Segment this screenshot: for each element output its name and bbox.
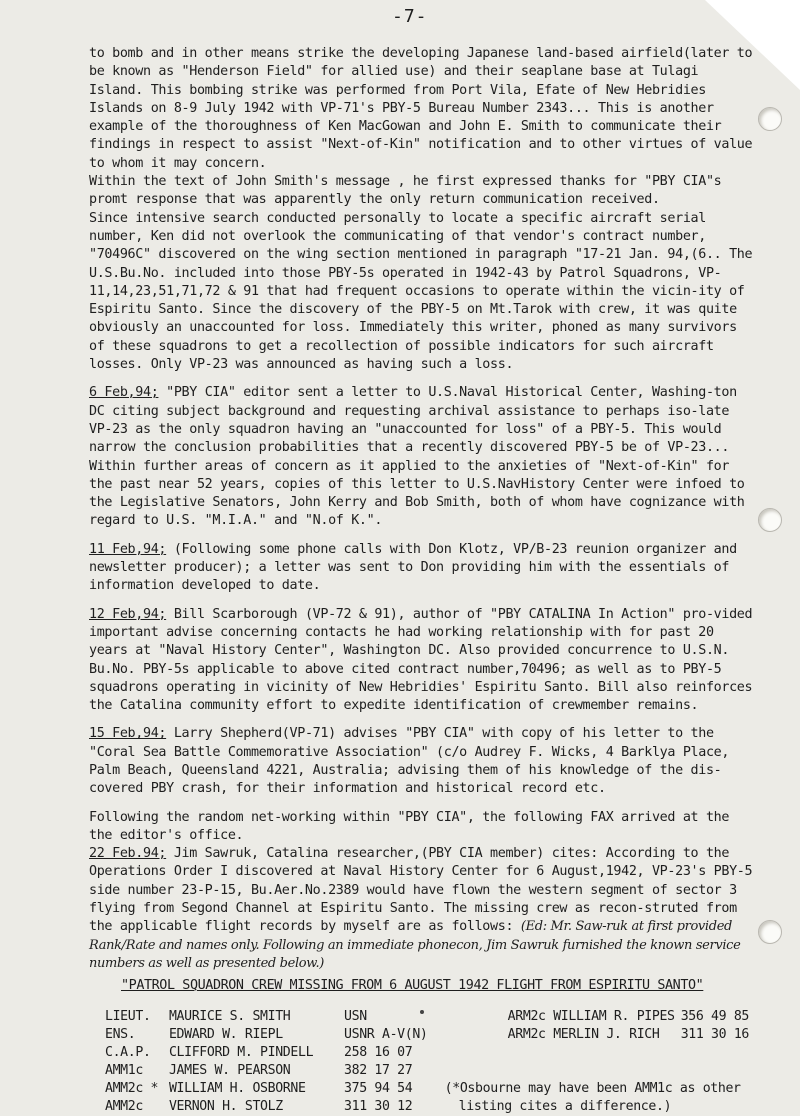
crew-cell <box>445 1062 508 1080</box>
entry-11-feb <box>89 541 755 596</box>
entry-text: Jim Sawruk, Catalina researcher,(PBY CIA member) cites: According to the Operations Order I discovered at Naval History Center for 6 August,1942, VP-23's PBY-5 side number 23-P-15, Bu.Aer.No.2389 would have flown the western segment of sector 3 flying from Segond Channel at Espiritu Santo. The missing crew as recon-struted from the applicable flight records by myself are as follows: <box>89 846 753 935</box>
crew-cell: 382 17 27 <box>344 1062 413 1078</box>
crew-cell: MAURICE S. SMITH <box>168 1008 291 1024</box>
crew-cell: AMM1c <box>105 1062 143 1078</box>
entry-text: (Following some phone calls with Don Klotz, VP/B-23 reunion organizer and newsletter producer); a letter was sent to Don providing him with the essentials of information developed to date. <box>89 541 737 594</box>
binder-hole-top <box>758 107 782 131</box>
crew-row <box>105 1062 755 1080</box>
crew-cell: EDWARD W. RIEPL <box>168 1026 283 1042</box>
crew-cell <box>445 1008 508 1026</box>
crew-cell: 311 30 16 <box>680 1026 749 1042</box>
body-text <box>89 45 755 1116</box>
page-number: -7- <box>392 6 428 27</box>
editor-note: (Ed: Mr. Saw-ruk at first provided Rank/Rate and names only. Following an immediate phonecon, Jim Sawruk furnished the known service numbers as well as presented below.) <box>89 919 741 971</box>
crew-cell <box>681 1044 755 1062</box>
stray-mark <box>420 1010 424 1014</box>
crew-cell: VERNON H. STOLZ <box>168 1098 283 1114</box>
entry-date: 15 Feb,94; <box>89 726 167 742</box>
entry-date: 11 Feb,94; <box>89 541 167 557</box>
crew-cell: C.A.P. <box>105 1044 151 1060</box>
crew-cell: 375 94 54 <box>344 1080 413 1096</box>
crew-cell: CLIFFORD M. PINDELL <box>168 1044 314 1060</box>
crew-cell: USNR A-V(N) <box>344 1026 428 1042</box>
crew-note: listing cites a difference.) <box>458 1098 672 1114</box>
crew-row <box>105 1026 755 1044</box>
crew-list-title: "PATROL SQUADRON CREW MISSING FROM 6 AUGUST 1942 FLIGHT FROM ESPIRITU SANTO" <box>121 978 704 994</box>
crew-cell: AMM2c * <box>105 1080 159 1096</box>
paragraph: Since intensive search conducted personally to locate a specific aircraft serial number, Ken did not overlook the communicating of that vendor's contract number, "70496C" discovered on the wing section mentioned in paragraph "17-21 Jan. 94,(6.. The U.S.Bu.No. included into those PBY-5s operated in 1942-43 by Patrol Squadrons, VP-11,14,23,51,71,72 & 91 that had frequent occasions to operate within the vicin-ity of Espiritu Santo. Since the discovery of the PBY-5 on Mt.Tarok with crew, it was quite obviously an unaccounted for loss. Immediately this writer, phoned as many survivors of these squadrons to get a recollection of possible indicators for such aircraft losses. Only VP-23 was announced as having such a loss. <box>89 210 753 373</box>
crew-cell: ARM2c WILLIAM R. PIPES <box>507 1008 675 1024</box>
entry-text: "PBY CIA" editor sent a letter to U.S.Naval Historical Center, Washing-ton DC citing subject background and requesting archival assistance to perhaps iso-late VP-23 as the only squadron having an "unaccounted for loss" of a PBY-5. This would narrow the conclusion probabilities that a recently discovered PBY-5 be of VP-23... Within further areas of concern as it applied to the anxieties of "Next-of-Kin" for the past near 52 years, copies of this letter to U.S.NavHistory Center were infoed to the Legislative Senators, John Kerry and Bob Smith, both of whom have cognizance with regard to U.S. "M.I.A." and "N.of K.". <box>89 385 745 529</box>
crew-cell: WILLIAM H. OSBORNE <box>168 1080 306 1096</box>
entry-15-feb <box>89 725 755 798</box>
crew-row <box>105 1098 755 1116</box>
crew-note: (*Osbourne may have been AMM1c as other <box>444 1080 741 1096</box>
entry-date: 22 Feb.94; <box>89 846 167 862</box>
crew-table <box>105 1008 755 1116</box>
crew-cell <box>445 1026 508 1044</box>
crew-cell: 356 49 85 <box>680 1008 749 1024</box>
crew-cell: JAMES W. PEARSON <box>168 1062 291 1078</box>
entry-text: Bill Scarborough (VP-72 & 91), author of "PBY CATALINA In Action" pro-vided important advise concerning contacts he had working relationship with for past 20 years at "Naval History Center", Washington DC. Also provided concurrence to U.S.N. Bu.No. PBY-5s applicable to above cited contract number,70496; as well as to PBY-5 squadrons operating in vicinity of New Hebridies' Espiritu Santo. Bill also reinforces the Catalina community effort to expedite identification of crewmember remains. <box>89 606 753 714</box>
crew-cell <box>681 1062 755 1080</box>
crew-cell: 311 30 12 <box>344 1098 413 1114</box>
crew-cell: LIEUT. <box>105 1008 151 1024</box>
crew-cell: USN <box>344 1008 367 1024</box>
crew-cell <box>508 1062 681 1080</box>
crew-cell: 258 16 07 <box>344 1044 413 1060</box>
paragraph: Following the random net-working within "PBY CIA", the following FAX arrived at the the editor's office. <box>89 809 730 843</box>
entry-6-feb <box>89 384 755 530</box>
crew-row <box>105 1044 755 1062</box>
entry-22-feb <box>89 845 755 973</box>
paragraph: to bomb and in other means strike the developing Japanese land-based airfield(later to be known as "Henderson Field" for allied use) and their seaplane base at Tulagi Island. This bombing strike was performed from Port Vila, Efate of New Hebridies Islands on 8-9 July 1942 with VP-71's PBY-5 Bureau Number 2343... This is another example of the thoroughness of Ken MacGowan and John E. Smith to communicate their findings in respect to assist "Next-of-Kin" notification and to other virtues of value to whom it may concern. <box>89 46 753 171</box>
paragraph: Within the text of John Smith's message , he first expressed thanks for "PBY CIA"s promt response that was apparently the only return communication received. <box>89 174 722 208</box>
entry-12-feb <box>89 606 755 716</box>
crew-cell: AMM2c <box>105 1098 143 1114</box>
crew-cell <box>445 1044 508 1062</box>
crew-cell: ARM2c MERLIN J. RICH <box>507 1026 660 1042</box>
binder-hole-middle <box>758 508 782 532</box>
entry-date: 6 Feb,94; <box>89 385 159 401</box>
crew-cell: ENS. <box>105 1026 136 1042</box>
binder-hole-bottom <box>758 920 782 944</box>
crew-cell <box>508 1044 681 1062</box>
entry-date: 12 Feb,94; <box>89 606 167 622</box>
crew-row <box>105 1008 755 1026</box>
entry-text: Larry Shepherd(VP-71) advises "PBY CIA" with copy of his letter to the "Coral Sea Battle Commemorative Association" (c/o Audrey F. Wicks, 4 Barklya Place, Palm Beach, Queensland 4221, Australia; advising them of his knowledge of the dis-covered PBY crash, for their information and historical record etc. <box>89 726 730 797</box>
crew-row <box>105 1080 755 1098</box>
